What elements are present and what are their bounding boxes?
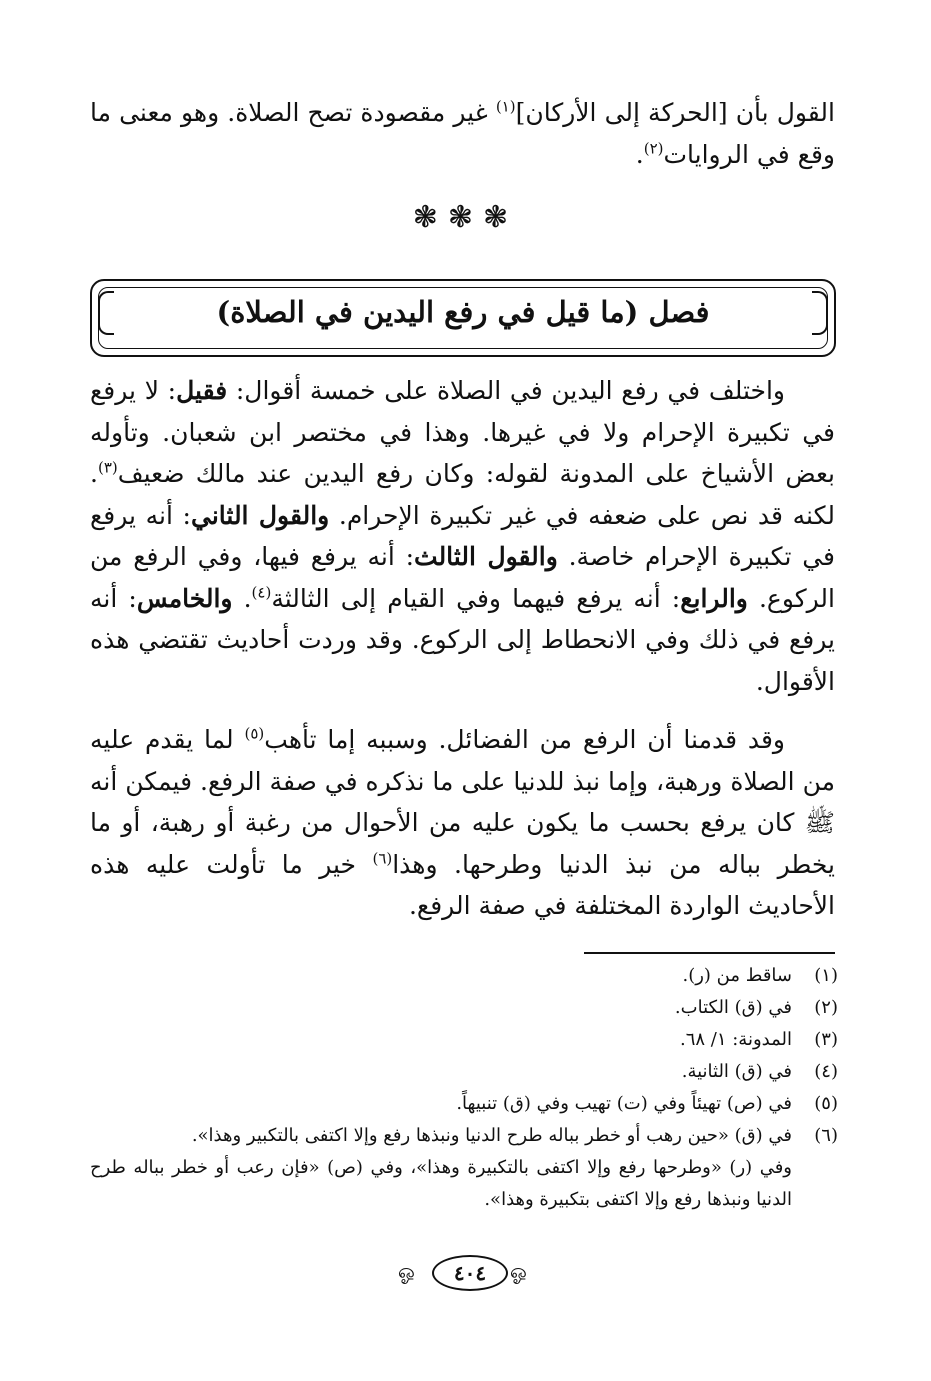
paragraph-opinions — [90, 370, 835, 702]
footnote-item — [90, 1056, 838, 1088]
paragraph-text: واختلف في رفع اليدين في الصلاة على خمسة أقوال: — [227, 376, 785, 405]
top-paragraph — [90, 92, 835, 175]
footnote-number: (١) — [814, 965, 838, 986]
footnote-ref-1: (١) — [495, 97, 516, 116]
section-separator: ❃❃❃ — [412, 200, 519, 235]
footnote-item — [90, 1024, 838, 1056]
footnote-divider — [584, 952, 835, 954]
footnote-number: (٦) — [814, 1125, 838, 1146]
page-number: ٤٠٤ — [432, 1255, 508, 1291]
paragraph-text: وقد قدمنا أن الرفع من الفضائل. وسببه إما تأهب — [264, 725, 786, 754]
paragraph-text: . — [232, 583, 252, 613]
paragraph-text: خير ما تأولت عليه هذه الأحاديث الواردة المختلفة في صفة الرفع. — [90, 849, 835, 920]
footnote-text: في (ص) تهيئاً وفي (ت) تهيب وفي (ق) تنبيهاً. — [456, 1093, 792, 1114]
footnote-text: في (ق) الثانية. — [681, 1061, 792, 1082]
footnote-item — [90, 1120, 838, 1152]
footnote-item — [90, 992, 838, 1024]
page-number-ornament — [0, 1251, 931, 1291]
top-paragraph-text: غير مقصودة تصح الصلاة. وهو معنى ما وقع في الروايات — [90, 98, 835, 169]
footnote-ref-4: (٤) — [251, 583, 272, 602]
section-title: فصل (ما قيل في رفع اليدين في الصلاة) — [216, 295, 710, 329]
bold-term: والخامس — [136, 583, 233, 613]
paragraph-virtues — [90, 719, 835, 927]
footnote-number: (٣) — [814, 1029, 838, 1050]
paragraph-text: . لكنه قد نص على ضعفه في غير تكبيرة الإحرام. — [90, 459, 835, 530]
ornament-left-icon: ஓ — [398, 1259, 415, 1283]
footnote-item — [90, 1088, 838, 1120]
footnote-number: (٥) — [814, 1093, 838, 1114]
bold-term: والقول الثالث — [414, 542, 558, 571]
paragraph-text: : أنه يرفع في ذلك وفي الانحطاط إلى الركوع. وقد وردت أحاديث تقتضي هذه الأقوال. — [90, 583, 835, 696]
footnote-text: في (ق) «حين رهب أو خطر بباله طرح الدنيا ونبذها رفع وإلا اكتفى بالتكبير وهذا». — [191, 1125, 792, 1146]
footnote-item — [90, 960, 838, 992]
footnote-text: في (ق) الكتاب. — [674, 997, 792, 1018]
top-paragraph-text: . — [635, 139, 644, 169]
footnote-ref-2: (٢) — [643, 139, 664, 158]
footnote-ref-3: (٣) — [97, 458, 118, 477]
footnote-number: (٢) — [814, 997, 838, 1018]
paragraph-text: : أنه يرفع في تكبيرة الإحرام خاصة. — [90, 500, 835, 571]
footnote-number: (٤) — [814, 1061, 838, 1082]
paragraph-text: لما يقدم عليه من الصلاة ورهبة، وإما نبذ للدنيا على ما نذكره في صفة الرفع. فيمكن أنه ﷺ كان يرفع بحسب ما يكون عليه من الأحوال من رغبة أو رهبة، أو ما يخطر بباله من نبذ الدنيا وطرحها. وهذا — [90, 725, 835, 879]
footnote-text: ساقط من (ر). — [682, 965, 792, 986]
paragraph-text: : أنه يرفع فيها، وفي الرفع من الركوع. — [90, 542, 835, 613]
footnote-continuation: وفي (ر) «وطرحها رفع وإلا اكتفى بالتكبيرة وهذا»، وفي (ص) «فإن رعب أو خطر بباله طرح الدنيا ونبذها رفع وإلا اكتفى بتكبيرة وهذا». — [90, 1157, 792, 1210]
bold-term: فقيل — [176, 376, 228, 405]
footnote-ref-6: (٦) — [372, 849, 393, 868]
section-title-frame — [90, 279, 836, 357]
paragraph-text: : أنه يرفع فيهما وفي القيام إلى الثالثة — [271, 583, 681, 613]
footnote-text: المدونة: ١/ ٦٨. — [679, 1029, 792, 1050]
paragraph-text: : لا يرفع في تكبيرة الإحرام ولا في غيرها. وهذا في مختصر ابن شعبان. وتأوله بعض الأشياخ على المدونة لقوله: وكان رفع اليدين عند مالك ضعيف — [90, 376, 835, 488]
top-paragraph-text: القول بأن [الحركة إلى الأركان] — [515, 98, 835, 127]
footnotes — [90, 960, 838, 1216]
bold-term: والقول الثاني — [190, 500, 330, 530]
bold-term: والرابع — [680, 583, 748, 613]
ornament-right-icon: ஓ — [510, 1259, 527, 1283]
footnote-ref-5: (٥) — [244, 724, 265, 743]
